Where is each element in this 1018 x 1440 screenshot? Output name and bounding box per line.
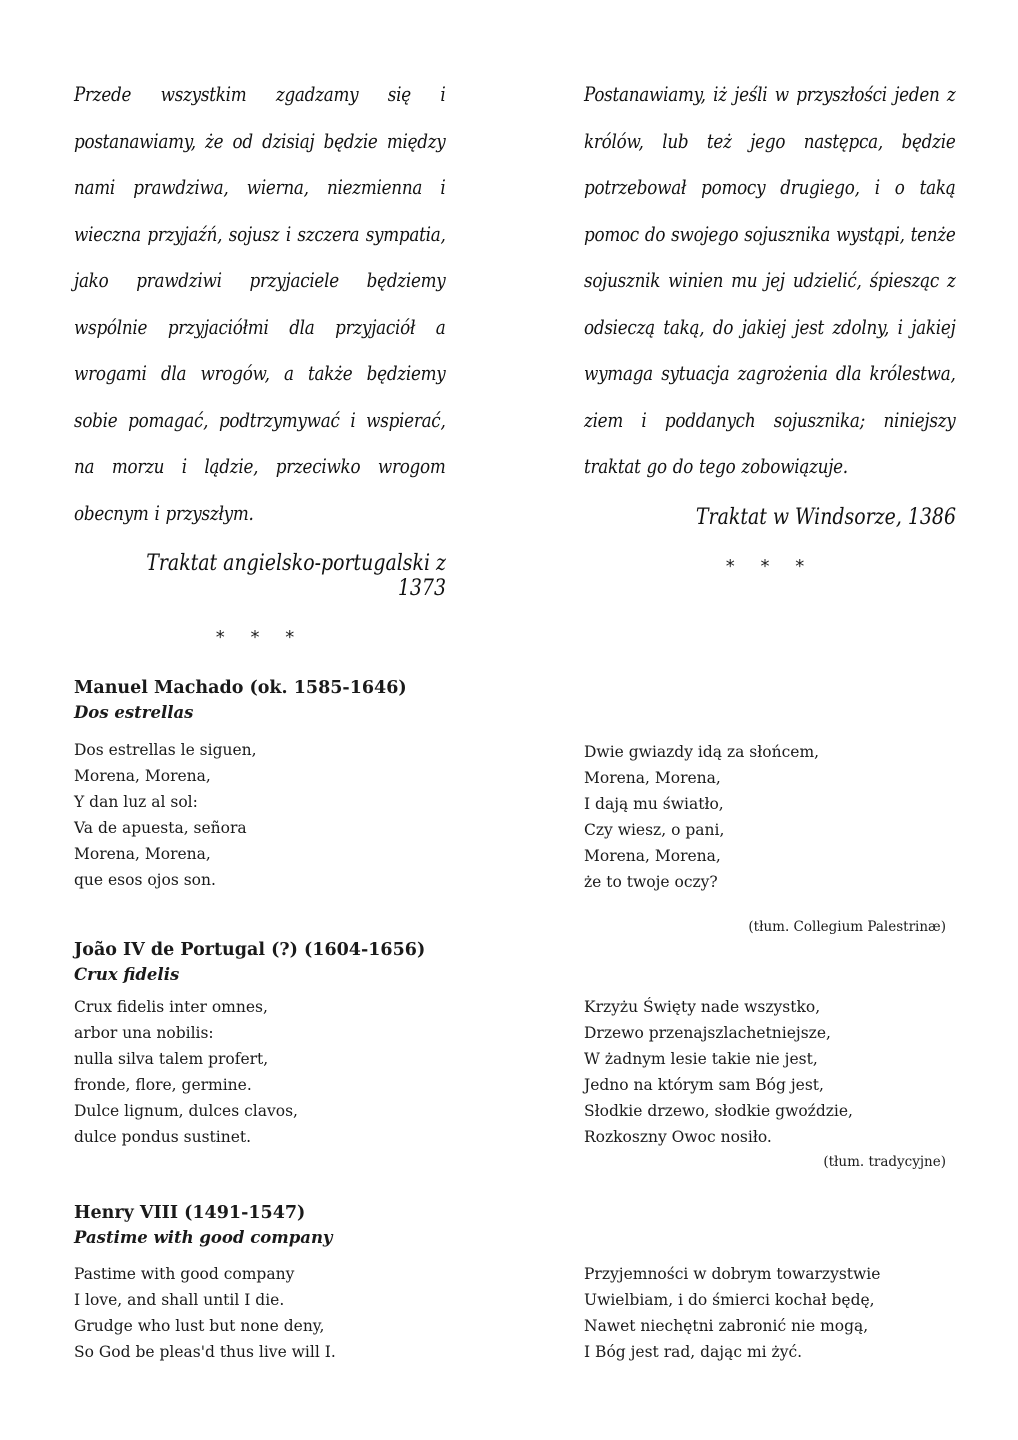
song-composer: Manuel Machado (ok. 1585-1646) (74, 678, 407, 698)
lyric-line: Morena, Morena, (74, 845, 211, 863)
lyric-line: Y dan luz al sol: (74, 793, 198, 811)
original-lyrics (74, 1261, 336, 1365)
translated-lyrics (584, 739, 819, 895)
lyric-line: fronde, flore, germine. (74, 1076, 252, 1094)
lyric-line: Va de apuesta, señora (74, 819, 247, 837)
song-title: Pastime with good company (74, 1228, 333, 1247)
lyric-line: Morena, Morena, (74, 767, 211, 785)
original-lyrics (74, 737, 257, 893)
lyric-line: I dają mu światło, (584, 795, 724, 813)
section-separator: * * * (215, 627, 305, 648)
lyric-line: nulla silva talem profert, (74, 1050, 269, 1068)
translator-credit: (tłum. Collegium Palestrinæ) (748, 919, 946, 935)
lyric-line: Przyjemności w dobrym towarzystwie (584, 1265, 881, 1283)
original-lyrics (74, 994, 298, 1150)
lyric-line: Dulce lignum, dulces clavos, (74, 1102, 298, 1120)
lyric-line: Rozkoszny Owoc nosiło. (584, 1128, 772, 1146)
treaty-source: Traktat w Windsorze, 1386 (695, 504, 956, 530)
lyric-line: dulce pondus sustinet. (74, 1128, 252, 1146)
lyric-line: Morena, Morena, (584, 847, 721, 865)
translator-credit: (tłum. tradycyjne) (823, 1154, 946, 1170)
treaty-source: Traktat angielsko-portugalski z 1373 (146, 551, 446, 601)
lyric-line: Dwie gwiazdy idą za słońcem, (584, 743, 820, 761)
lyric-line: So God be pleas'd thus live will I. (74, 1343, 336, 1361)
lyric-line: Morena, Morena, (584, 769, 721, 787)
lyric-line: Grudge who lust but none deny, (74, 1317, 325, 1335)
section-separator: * * * (725, 555, 815, 577)
treaty-anglo-portuguese (74, 72, 446, 648)
translated-lyrics (584, 994, 853, 1150)
lyric-line: Czy wiesz, o pani, (584, 821, 725, 839)
lyric-line: Pastime with good company (74, 1265, 295, 1283)
lyric-line: que esos ojos son. (74, 871, 216, 889)
lyric-line: Dos estrellas le siguen, (74, 741, 257, 759)
lyric-line: Słodkie drzewo, słodkie gwoździe, (584, 1102, 853, 1120)
song-pastime (74, 1201, 946, 1371)
treaty-text: Postanawiamy, iż jeśli w przyszłości jeden z królów, lub też jego następca, będzie potrzebował pomocy drugiego, i o taką pomoc do swojego sojusznika wystąpi, tenże sojusznik winien mu jej udzielić, śpiesząc z odsieczą taką, do jakiej jest zdolny, i jakiej wymaga sytuacja zagrożenia dla królestwa, ziem i poddanych sojusznika; niniejszy traktat go do tego zobowiązuje. (584, 83, 956, 478)
treaty-windsor (584, 72, 956, 577)
lyric-line: Krzyżu Święty nade wszystko, (584, 998, 821, 1016)
song-dos-estrellas (74, 676, 946, 935)
translated-lyrics (584, 1261, 880, 1365)
song-composer: João IV de Portugal (?) (1604-1656) (74, 940, 426, 960)
song-crux-fidelis (74, 938, 946, 1170)
treaty-text: Przede wszystkim zgadzamy się i postanawiamy, że od dzisiaj będzie między nami prawdziwa, wierna, niezmienna i wieczna przyjaźń, sojusz i szczera sympatia, jako prawdziwi przyjaciele będziemy wspólnie przyjaciółmi dla przyjaciół a wrogami dla wrogów, a także będziemy sobie pomagać, podtrzymywać i wspierać, na morzu i lądzie, przeciwko wrogom obecnym i przyszłym. (74, 83, 446, 525)
song-title: Dos estrellas (74, 703, 194, 722)
lyric-line: arbor una nobilis: (74, 1024, 214, 1042)
lyric-line: Crux fidelis inter omnes, (74, 998, 268, 1016)
lyric-line: I Bóg jest rad, dając mi żyć. (584, 1343, 803, 1361)
lyric-line: Jedno na którym sam Bóg jest, (584, 1076, 824, 1094)
lyric-line: Drzewo przenajszlachetniejsze, (584, 1024, 831, 1042)
lyric-line: W żadnym lesie takie nie jest, (584, 1050, 818, 1068)
lyric-line: Nawet niechętni zabronić nie mogą, (584, 1317, 869, 1335)
song-title: Crux fidelis (74, 965, 180, 984)
song-composer: Henry VIII (1491-1547) (74, 1203, 306, 1223)
lyric-line: I love, and shall until I die. (74, 1291, 285, 1309)
lyric-line: że to twoje oczy? (584, 873, 718, 891)
lyric-line: Uwielbiam, i do śmierci kochał będę, (584, 1291, 875, 1309)
